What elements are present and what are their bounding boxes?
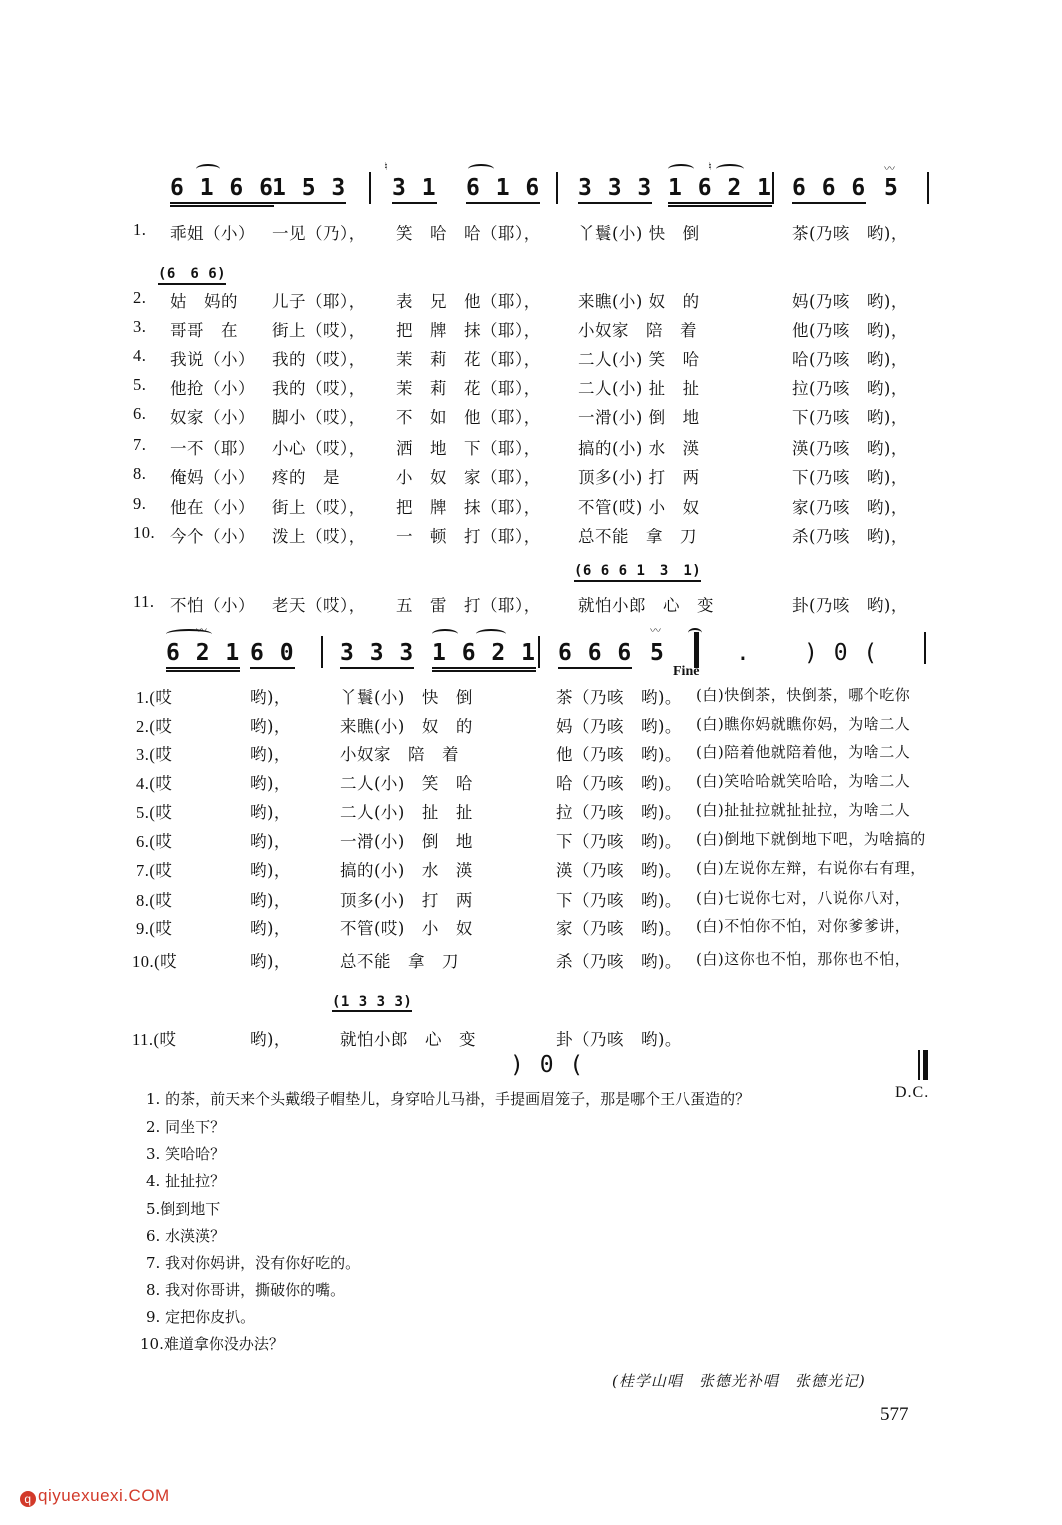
lyric-text: 脚小（哎）， bbox=[272, 408, 366, 427]
lyric-text: 拉(乃咳 哟)， bbox=[792, 379, 908, 398]
spoken-text: (白)瞧你妈就瞧你妈，为啥二人 bbox=[696, 715, 911, 733]
spoken-text: (白)笑哈哈就笑哈哈，为啥二人 bbox=[696, 772, 911, 790]
barline bbox=[369, 172, 371, 204]
verse-number: 7.(哎 bbox=[136, 861, 173, 880]
verse-number: 10.(哎 bbox=[132, 952, 178, 971]
barline bbox=[556, 172, 558, 204]
verse-number: 1. bbox=[133, 220, 147, 239]
lyric-text: 卦(乃咳 哟)， bbox=[792, 596, 908, 615]
spoken-text: (白)左说你左辩，右说你右有理， bbox=[696, 859, 926, 877]
lyric-text: 泼上（哎）， bbox=[272, 527, 366, 546]
lyric-text: 丫鬟(小) 快 倒 bbox=[340, 688, 473, 707]
lyric-text: 就怕小郎 心 变 bbox=[340, 1030, 476, 1049]
barline bbox=[924, 632, 926, 664]
lyric-text: 哟)， bbox=[250, 803, 291, 822]
watermark-logo-icon: q bbox=[20, 1491, 36, 1507]
spoken-ending: 9. 定把你皮扒。 bbox=[146, 1308, 256, 1326]
lyric-text: 表 兄 他（耶）， bbox=[396, 292, 541, 311]
lyric-text: 下(乃咳 哟)， bbox=[792, 468, 908, 487]
trill-icon: 〰 bbox=[650, 624, 661, 637]
lyric-text: 搞的(小) 水 渶 bbox=[578, 439, 700, 458]
lyric-text: 不怕（小） bbox=[170, 596, 255, 615]
fermata-icon bbox=[688, 628, 702, 638]
lyric-text: 顶多(小) 打 两 bbox=[578, 468, 700, 487]
verse-number: 2.(哎 bbox=[136, 717, 173, 736]
verse-number: 7. bbox=[133, 435, 147, 454]
trill-icon: 〰 bbox=[884, 162, 895, 175]
lyric-text: 小心（哎）， bbox=[272, 439, 366, 458]
variant-notation: (1 3 3 3) bbox=[332, 994, 413, 1010]
lyric-text: 乖姐（小） bbox=[170, 224, 255, 243]
barline bbox=[321, 636, 323, 668]
note-group-7: 6 6 6 bbox=[792, 175, 866, 204]
note-group-2: 1 5 3 bbox=[272, 175, 346, 204]
verse-number: 2. bbox=[133, 288, 147, 307]
verse-number: 4. bbox=[133, 346, 147, 365]
slur-mark bbox=[468, 164, 494, 174]
lyric-text: 二人(小) 笑 哈 bbox=[578, 350, 700, 369]
lyric-text: 二人(小) 笑 哈 bbox=[340, 774, 473, 793]
spoken-text: (白)这你也不怕，那你也不怕， bbox=[696, 950, 911, 968]
spoken-text: (白)不怕你不怕，对你爹爹讲， bbox=[696, 917, 911, 935]
lyric-text: 妈（乃咳 哟)。 bbox=[556, 717, 682, 736]
lyric-text: 他抢（小） bbox=[170, 379, 255, 398]
verse-number: 6. bbox=[133, 404, 147, 423]
lyric-text: 家(乃咳 哟)， bbox=[792, 498, 908, 517]
lyric-text: 小 奴 家（耶）， bbox=[396, 468, 541, 487]
slur-mark bbox=[196, 164, 220, 174]
fine-label: Fine bbox=[673, 664, 700, 679]
lyric-text: 总不能 拿 刀 bbox=[578, 527, 697, 546]
barline bbox=[538, 636, 540, 668]
rest-mark: ) 0 ( bbox=[804, 640, 879, 666]
lyric-text: 洒 地 下（耶）， bbox=[396, 439, 541, 458]
watermark-text: qiyuexuexi.COM bbox=[38, 1486, 170, 1505]
verse-number: 11. bbox=[133, 592, 155, 611]
note-group-5: 6 6 6 bbox=[558, 640, 632, 669]
lyric-text: 妈(乃咳 哟)， bbox=[792, 292, 908, 311]
watermark bbox=[20, 1486, 170, 1507]
note-group-3: 3 3 3 bbox=[340, 640, 414, 669]
trill-icon: 〰 bbox=[196, 624, 207, 637]
note-group-6: 5 bbox=[650, 640, 665, 666]
note-group-3: 3 1 bbox=[392, 175, 437, 204]
verse-number: 5. bbox=[133, 375, 147, 394]
lyric-text: 哟)， bbox=[250, 832, 291, 851]
lyric-text: 他（乃咳 哟)。 bbox=[556, 745, 682, 764]
lyric-text: 下（乃咳 哟)。 bbox=[556, 832, 682, 851]
note-group-8: 5 bbox=[884, 175, 899, 201]
spoken-ending: 3. 笑哈哈？ bbox=[146, 1145, 226, 1163]
lyric-text: 我的（哎）， bbox=[272, 350, 366, 369]
lyric-text: 不 如 他（耶）， bbox=[396, 408, 541, 427]
spoken-ending: 6. 水渶渶？ bbox=[146, 1227, 226, 1245]
spoken-ending: 10.难道拿你没办法？ bbox=[140, 1335, 284, 1353]
verse-number: 8.(哎 bbox=[136, 891, 173, 910]
note-group-6: 1 6 2 1 bbox=[668, 175, 772, 207]
lyric-text: 拉（乃咳 哟)。 bbox=[556, 803, 682, 822]
lyric-text: 街上（哎）， bbox=[272, 498, 366, 517]
lyric-text: 他在（小） bbox=[170, 498, 255, 517]
lyric-text: 五 雷 打（耶）， bbox=[396, 596, 541, 615]
lyric-text: 小奴家 陪 着 bbox=[578, 321, 697, 340]
verse-number: 10. bbox=[133, 523, 156, 542]
spoken-ending: 4. 扯扯拉？ bbox=[146, 1172, 226, 1190]
grace-note-icon: ♮ bbox=[384, 160, 388, 173]
lyric-text: 哟)， bbox=[250, 1030, 291, 1049]
spoken-text: (白)快倒茶，快倒茶，哪个吃你 bbox=[696, 686, 911, 704]
rest-mark: ) 0 ( bbox=[510, 1052, 585, 1078]
lyric-text: 来瞧(小) 奴 的 bbox=[340, 717, 473, 736]
lyric-text: 渶（乃咳 哟)。 bbox=[556, 861, 682, 880]
note-group-4: 6 1 6 bbox=[466, 175, 540, 204]
lyric-text: 卦（乃咳 哟)。 bbox=[556, 1030, 682, 1049]
verse-number: 9.(哎 bbox=[136, 919, 173, 938]
verse-number: 9. bbox=[133, 494, 147, 513]
slur-mark bbox=[476, 629, 506, 639]
page-number: 577 bbox=[880, 1404, 909, 1425]
lyric-text: 杀(乃咳 哟)， bbox=[792, 527, 908, 546]
grace-note-icon: ♮ bbox=[708, 160, 712, 173]
lyric-text: 渶(乃咳 哟)， bbox=[792, 439, 908, 458]
lyric-text: 他(乃咳 哟)， bbox=[792, 321, 908, 340]
lyric-text: 二人(小) 扯 扯 bbox=[578, 379, 700, 398]
note-group-5: 3 3 3 bbox=[578, 175, 652, 204]
slur-mark bbox=[716, 164, 744, 174]
lyric-text: 哈(乃咳 哟)， bbox=[792, 350, 908, 369]
lyric-text: 把 牌 抹（耶）， bbox=[396, 498, 541, 517]
lyric-text: 二人(小) 扯 扯 bbox=[340, 803, 473, 822]
lyric-text: 奴家（小） bbox=[170, 408, 255, 427]
lyric-text: 笑 哈 哈（耶）， bbox=[396, 224, 541, 243]
lyric-text: 哟)， bbox=[250, 891, 291, 910]
spoken-text: (白)扯扯拉就扯扯拉，为啥二人 bbox=[696, 801, 911, 819]
variant-notation: (6 6 6) bbox=[158, 263, 226, 285]
verse-number: 11.(哎 bbox=[132, 1030, 177, 1049]
lyric-text: 下(乃咳 哟)， bbox=[792, 408, 908, 427]
lyric-text: 把 牌 抹（耶）， bbox=[396, 321, 541, 340]
lyric-text: 哟)， bbox=[250, 952, 291, 971]
spoken-ending: 8. 我对你哥讲，撕破你的嘴。 bbox=[146, 1281, 346, 1299]
lyric-text: 哟)， bbox=[250, 688, 291, 707]
verse-number: 6.(哎 bbox=[136, 832, 173, 851]
lyric-text: 哟)， bbox=[250, 717, 291, 736]
lyric-text: 哟)， bbox=[250, 774, 291, 793]
barline bbox=[772, 172, 774, 204]
barline bbox=[927, 172, 929, 204]
spoken-text: (白)陪着他就陪着他，为啥二人 bbox=[696, 743, 911, 761]
lyric-text: 疼的 是 bbox=[272, 468, 340, 487]
lyric-text: 哈（乃咳 哟)。 bbox=[556, 774, 682, 793]
spoken-ending: 1. 的茶，前天来个头戴缎子帽垫儿，身穿哈儿马褂，手提画眉笼子，那是哪个王八蛋造的？ bbox=[146, 1090, 751, 1108]
dc-marking: D.C. bbox=[895, 1084, 930, 1101]
lyric-text: 儿子（耶）， bbox=[272, 292, 366, 311]
verse-number: 5.(哎 bbox=[136, 803, 173, 822]
lyric-text: 一滑(小) 倒 地 bbox=[578, 408, 700, 427]
verse-number: 3.(哎 bbox=[136, 745, 173, 764]
lyric-text: 俺妈（小） bbox=[170, 468, 255, 487]
lyric-text: 总不能 拿 刀 bbox=[340, 952, 459, 971]
lyric-text: 哟)， bbox=[250, 745, 291, 764]
verse-number: 3. bbox=[133, 317, 147, 336]
lyric-text: 一不（耶） bbox=[170, 439, 255, 458]
lyric-text: 茶(乃咳 哟)， bbox=[792, 224, 908, 243]
lyric-text: 不管(哎) 小 奴 bbox=[578, 498, 700, 517]
spoken-text: (白)倒地下就倒地下吧，为啥搞的 bbox=[696, 830, 926, 848]
note-group-2: 6 0 bbox=[250, 640, 295, 669]
lyric-text: 顶多(小) 打 两 bbox=[340, 891, 473, 910]
spoken-ending: 2. 同坐下？ bbox=[146, 1118, 226, 1136]
lyric-text: 就怕小郎 心 变 bbox=[578, 596, 714, 615]
lyric-text: 今个（小） bbox=[170, 527, 255, 546]
lyric-text: 哟)， bbox=[250, 919, 291, 938]
lyric-text: 杀（乃咳 哟)。 bbox=[556, 952, 682, 971]
spoken-text: (白)七说你七对，八说你八对， bbox=[696, 889, 911, 907]
lyric-text: 茶（乃咳 哟)。 bbox=[556, 688, 682, 707]
lyric-text: 家（乃咳 哟)。 bbox=[556, 919, 682, 938]
slur-mark bbox=[668, 164, 694, 174]
spoken-ending: 7. 我对你妈讲，没有你好吃的。 bbox=[146, 1254, 361, 1272]
slur-mark bbox=[432, 629, 458, 639]
lyric-text: 一 顿 打（耶）， bbox=[396, 527, 541, 546]
lyric-text: 姑 妈的 bbox=[170, 292, 238, 311]
repeat-barline bbox=[918, 1050, 930, 1080]
note-group-1: 6 2 1 bbox=[166, 640, 240, 672]
note-group-4: 1 6 2 1 bbox=[432, 640, 536, 672]
lyric-text: 茉 莉 花（耶）， bbox=[396, 350, 541, 369]
verse-number: 8. bbox=[133, 464, 147, 483]
lyric-text: 我说（小） bbox=[170, 350, 255, 369]
lyric-text: 下（乃咳 哟)。 bbox=[556, 891, 682, 910]
verse-number: 4.(哎 bbox=[136, 774, 173, 793]
verse-number: 1.(哎 bbox=[136, 688, 173, 707]
lyric-text: 来瞧(小) 奴 的 bbox=[578, 292, 700, 311]
dot-mark: . bbox=[736, 640, 751, 666]
lyric-text: 一滑(小) 倒 地 bbox=[340, 832, 473, 851]
lyric-text: 哟)， bbox=[250, 861, 291, 880]
lyric-text: 不管(哎) 小 奴 bbox=[340, 919, 473, 938]
lyric-text: 街上（哎）， bbox=[272, 321, 366, 340]
lyric-text: 老天（哎）， bbox=[272, 596, 366, 615]
lyric-text: 茉 莉 花（耶）， bbox=[396, 379, 541, 398]
note-group-1: 6 1 6 6 bbox=[170, 175, 274, 207]
lyric-text: 一见（乃）， bbox=[272, 224, 366, 243]
lyric-text: 哥哥 在 bbox=[170, 321, 238, 340]
lyric-text: 丫鬟(小) 快 倒 bbox=[578, 224, 700, 243]
spoken-ending: 5.倒到地下 bbox=[146, 1200, 221, 1218]
credits: (桂学山唱 张德光补唱 张德光记) bbox=[612, 1372, 866, 1390]
lyric-text: 小奴家 陪 着 bbox=[340, 745, 459, 764]
lyric-text: 我的（哎）， bbox=[272, 379, 366, 398]
lyric-text: 搞的(小) 水 渶 bbox=[340, 861, 473, 880]
variant-notation: (6 6 6 1 3 1) bbox=[574, 560, 701, 582]
